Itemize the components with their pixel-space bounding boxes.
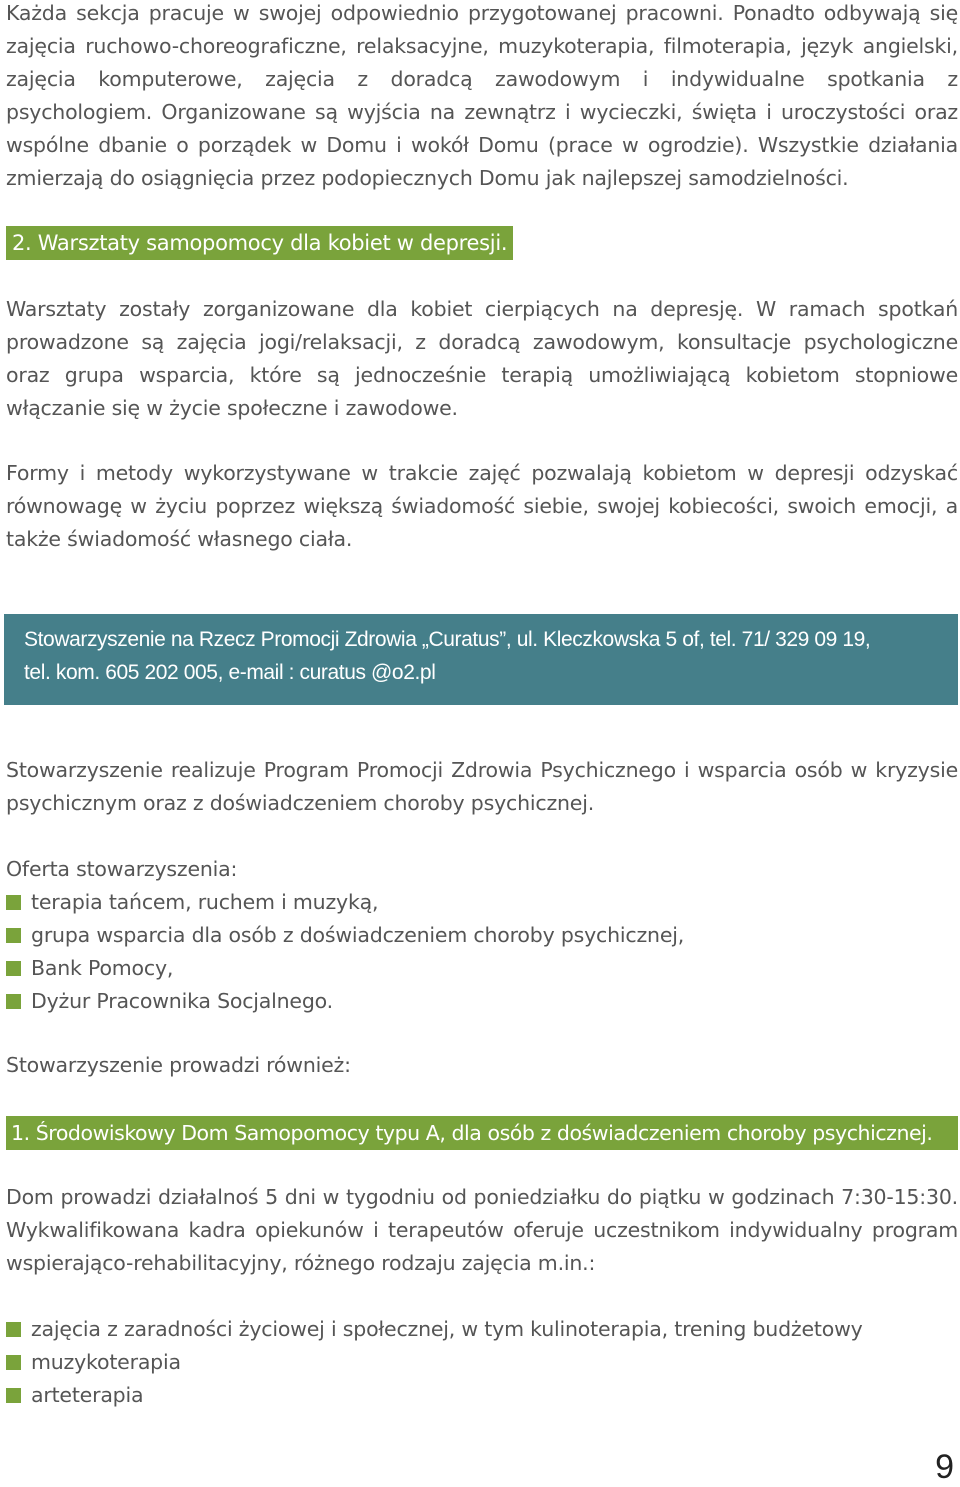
offer-heading: Oferta stowarzyszenia: <box>6 857 238 881</box>
list-item: arteterapia <box>6 1379 863 1412</box>
organization-contact-line-1: Stowarzyszenie na Rzecz Promocji Zdrowia „Curatus”, ul. Kleczkowska 5 of, tel. 71/ 329 09 19, <box>24 628 871 651</box>
intro-paragraph: Każda sekcja pracuje w swojej odpowiednio przygotowanej pracowni. Ponadto odbywają się zajęcia ruchowo-choreograficzne, relaksacyjne, muzykoterapia, filmoterapia, język angielski, zajęcia komputerowe, zajęcia z doradcą zawodowym i indywidualne spotkania z psychologiem. Organizowane są wyjścia na zewnątrz i wycieczki, święta i uroczystości oraz wspólne dbanie o porządek w Domu i wokół Domu (prace w ogrodzie). Wszystkie działania zmierzają do osiągnięcia przez podopiecznych Domu jak najlepszej samodzielności. <box>6 1 958 190</box>
section-2-paragraph-1: Warsztaty zostały zorganizowane dla kobiet cierpiących na depresję. W ramach spotkań prowadzone są zajęcia jogi/relaksacji, z doradcą zawodowym, konsultacje psychologiczne oraz grupa wsparcia, które są jednocześnie terapią umożliwiającą kobietom stopniowe włączanie się w życie społeczne i zawodowe. <box>6 297 958 420</box>
square-bullet-icon <box>6 928 21 943</box>
section-1-heading: 1. Środowiskowy Dom Samopomocy typu A, dla osób z doświadczeniem choroby psychicznej. <box>6 1116 958 1150</box>
list-item: zajęcia z zaradności życiowej i społecznej, w tym kulinoterapia, trening budżetowy <box>6 1313 863 1346</box>
section-2-paragraph-2: Formy i metody wykorzystywane w trakcie zajęć pozwalają kobietom w depresji odzyskać równowagę w życiu poprzez większą świadomość siebie, swojej kobiecości, swoich emocji, a także świadomość własnego ciała. <box>6 461 958 551</box>
list-item: muzykoterapia <box>6 1346 863 1379</box>
section-1-activity-list <box>6 1313 863 1412</box>
square-bullet-icon <box>6 1355 21 1370</box>
section-1-paragraph: Dom prowadzi działalnoś 5 dni w tygodniu od poniedziałku do piątku w godzinach 7:30-15:30. Wykwalifikowana kadra opiekunów i terapeutów oferuje uczestnikom indywidualny program wspierająco-rehabilitacyjny, różnego rodzaju zajęcia m.in.: <box>6 1185 958 1275</box>
list-item: grupa wsparcia dla osób z doświadczeniem choroby psychicznej, <box>6 919 684 952</box>
square-bullet-icon <box>6 1388 21 1403</box>
list-item: Bank Pomocy, <box>6 952 684 985</box>
square-bullet-icon <box>6 994 21 1009</box>
square-bullet-icon <box>6 895 21 910</box>
square-bullet-icon <box>6 1322 21 1337</box>
offer-list <box>6 886 684 1018</box>
section-2-heading: 2. Warsztaty samopomocy dla kobiet w depresji. <box>6 226 513 260</box>
square-bullet-icon <box>6 961 21 976</box>
organization-contact-box <box>4 614 958 705</box>
list-item: Dyżur Pracownika Socjalnego. <box>6 985 684 1018</box>
also-heading: Stowarzyszenie prowadzi również: <box>6 1053 351 1077</box>
list-item: terapia tańcem, ruchem i muzyką, <box>6 886 684 919</box>
organization-description: Stowarzyszenie realizuje Program Promocji Zdrowia Psychicznego i wsparcia osób w kryzysie psychicznym oraz z doświadczeniem choroby psychicznej. <box>6 758 958 815</box>
organization-contact-line-2: tel. kom. 605 202 005, e-mail : curatus @o2.pl <box>24 661 436 684</box>
page-number: 9 <box>935 1448 954 1486</box>
